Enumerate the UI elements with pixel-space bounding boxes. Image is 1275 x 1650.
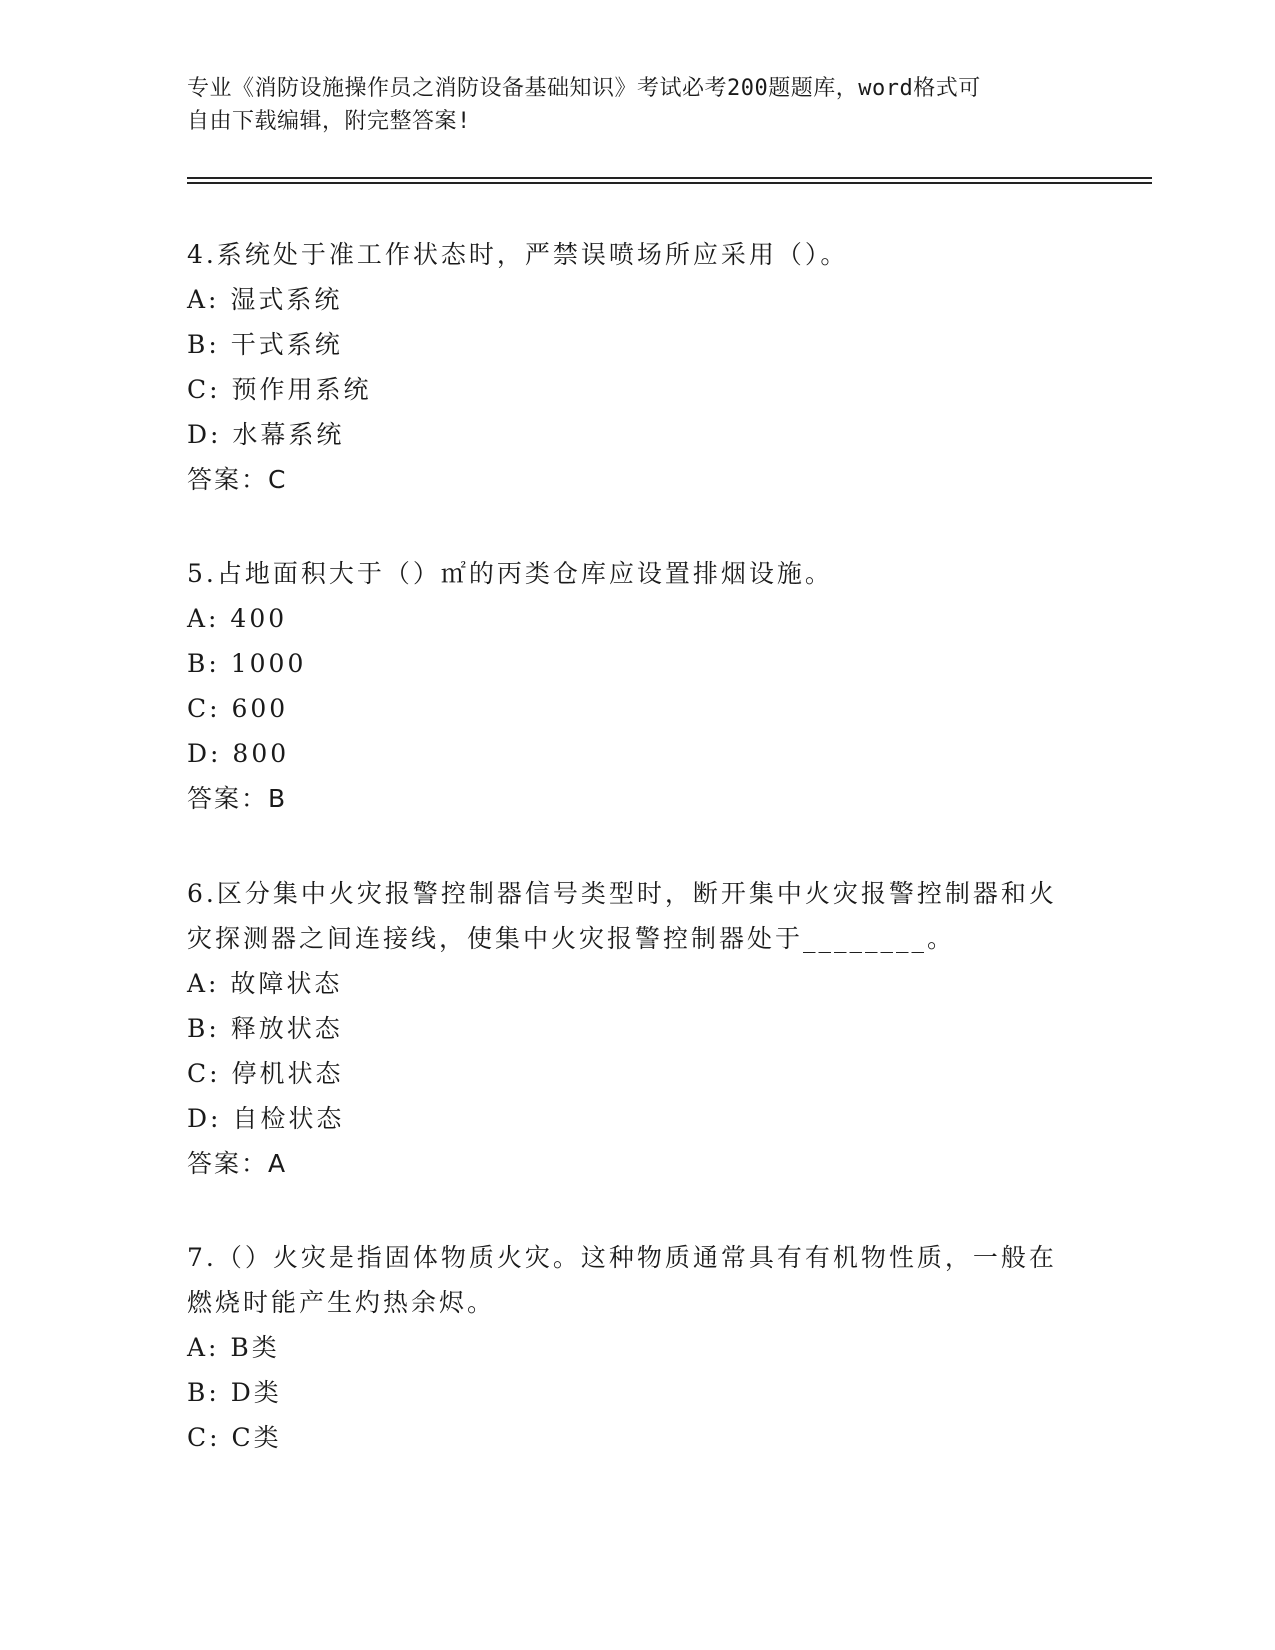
option-b: B: 释放状态 — [187, 1014, 343, 1043]
option-a: A: 湿式系统 — [187, 285, 343, 314]
option-c: C: 预作用系统 — [187, 375, 372, 404]
question-stem: 5.占地面积大于（）㎡的丙类仓库应设置排烟设施。 — [187, 559, 833, 588]
option-b: B: D类 — [187, 1378, 282, 1407]
question-stem: 6.区分集中火灾报警控制器信号类型时，断开集中火灾报警控制器和火灾探测器之间连接线，使集中火灾报警控制器处于________。 — [187, 879, 1057, 953]
option-a: A: 故障状态 — [187, 969, 343, 998]
option-d: D: 800 — [187, 739, 290, 768]
question-7 — [187, 1235, 1067, 1460]
option-c: C: 停机状态 — [187, 1059, 344, 1088]
answer-line: 答案：C — [187, 465, 288, 494]
question-stem: 4.系统处于准工作状态时，严禁误喷场所应采用（）。 — [187, 240, 849, 269]
question-6 — [187, 871, 1067, 1186]
option-d: D: 水幕系统 — [187, 420, 345, 449]
option-d: D: 自检状态 — [187, 1104, 345, 1133]
question-5 — [187, 551, 1067, 821]
option-b: B: 干式系统 — [187, 330, 343, 359]
option-c: C: 600 — [187, 694, 289, 723]
question-4 — [187, 232, 1067, 502]
option-a: A: B类 — [187, 1333, 280, 1362]
document-header: 专业《消防设施操作员之消防设备基础知识》考试必考200题题库，word格式可 自由下载编辑，附完整答案! — [187, 76, 981, 134]
question-stem: 7.（）火灾是指固体物质火灾。这种物质通常具有有机物性质，一般在燃烧时能产生灼热余烬。 — [187, 1243, 1057, 1317]
answer-line: 答案：A — [187, 1149, 288, 1178]
answer-line: 答案：B — [187, 784, 288, 813]
header-divider-top — [187, 177, 1152, 179]
option-b: B: 1000 — [187, 649, 307, 678]
option-c: C: C类 — [187, 1423, 282, 1452]
option-a: A: 400 — [187, 604, 288, 633]
header-divider-bottom — [187, 182, 1152, 184]
